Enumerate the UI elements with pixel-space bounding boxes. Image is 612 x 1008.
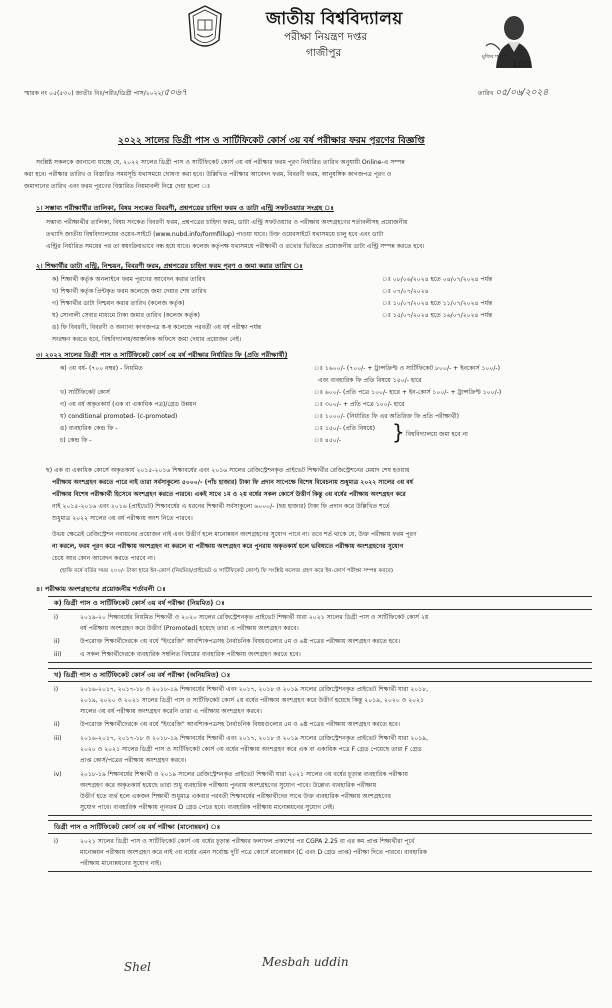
memo-date (478, 89, 548, 98)
kha-i-num: i) (54, 686, 59, 693)
kha-i-line-1: ২০১৬-২০১৭, ২০১৭-১৮ ও ২০১৮-১৯ শিক্ষাবর্ষের শিক্ষার্থী এবং ২০১৭, ২০১৮ ও ২০১৯ সালের রেজিস্ট্রেশনকৃত প্রাইভেট শিক্ষার্থী যারা ২০১৮, (80, 686, 429, 693)
s2-row-gha-value: ঃ ১৫/০৭/২০২৪ হতে ১৬/০৭/২০২৪ পর্যন্ত (382, 312, 493, 319)
s3-row-gha-value: ঃ ১০০০/- (নির্ধারিত ফি এর অতিরিক্ত ফি প্রতি পরীক্ষার্থী) (314, 413, 460, 420)
ga-i-line-3: পরীক্ষায় মানোন্নয়নের সুযোগ নাই। (80, 860, 162, 867)
university-name: জাতীয় বিশ্ববিদ্যালয় (266, 9, 403, 29)
intro-line-1: সংশ্লিষ্ট সকলকে জানানো যাচ্ছে যে, ২০২২ সালের ডিগ্রী পাস ও সার্টিফিকেট কোর্স ৩য় বর্ষ পরীক্ষার ফরম পূরণ নির্ধারিত তারিখ অনুযায়ী Online-এ সম্পন্ন (36, 159, 405, 166)
s3-note-2: পরীক্ষায় অংশগ্রহণ করতে পারে নাই তারা সর্বসাকুল্যে ৫০০০/- (পাঁচ হাজার) টাকা ফি প্রদান সাপেক্ষে বিশেষ বিবেচনায় শুধুমাত্র ২০২২ সালের ৩য় বর্ষ (52, 479, 414, 486)
kha-ii-line-1: উপরোক্ত শিক্ষার্থীদেরকে ৩য় বর্ষে "ইংরেজি" আবশ্যিকপত্রসহ নৈর্বাচনিক বিষয়গুলোর ৫ম ও ৬ষ্ঠ পত্রের পরীক্ষায় অংশগ্রহণ করতে হবে। (80, 721, 401, 728)
box-ga-mid (48, 833, 592, 834)
s2-row-uma-cont: সংরক্ষণ করতে হবে, বিশ্ববিদ্যালয়/আঞ্চলিক অফিসে জমা দেয়ার প্রয়োজন নেই। (52, 336, 242, 343)
s1-line-3: এন্ট্রির নির্ধারিত সময়ের পর তা স্বয়ংক্রিয়ভাবে বন্ধ হয়ে যাবে। কলেজ কর্তৃপক্ষ যথাসময়ে পরীক্ষার্থী ও তথ্যের ভিত্তিতে প্রয়োজনীয় ডাটা এন্ট্রি সম্পন্ন করতে হবে। (46, 243, 425, 250)
kha-iv-line-1: ২০১৮-১৯ শিক্ষাবর্ষের শিক্ষার্থী ও ২০১৯ সালের রেজিস্ট্রেশনকৃত প্রাইভেট শিক্ষার্থী যারা ২০২১ সালের ৩য় বর্ষের চূড়ান্ত ব্যবহারিক পরীক্ষায় (80, 771, 408, 778)
ka-i-line-1: ২০১৯-২০ শিক্ষাবর্ষের নিয়মিত শিক্ষার্থী ও ২০২০ সালের রেজিস্ট্রেশনকৃত প্রাইভেট শিক্ষার্থী যারা ২০২১ সালের ডিগ্রী পাস ও সার্টিফিকেট কোর্স ২য় (80, 614, 429, 621)
s3-row-ga-value: ঃ ৩০০/- + প্রতি পত্রে ১০০/- হারে (314, 401, 405, 408)
ka-i-line-2: বর্ষ পরীক্ষায় অংশগ্রহণ করে উত্তীর্ণ (Promoted) হয়েছে তারা এ পরীক্ষায় অংশগ্রহণ করবে। (80, 625, 299, 632)
s3-row-gha-label: ঘ) conditional promoted- (c-promoted) (60, 413, 178, 420)
s3-row-ka-label: ক) ৩য় বর্ষ- (৭০০ নম্বর) - নিয়মিত (60, 365, 143, 372)
memo-number: ৫০৬৭ (163, 88, 187, 98)
s3-row-uma-label: ঙ) ব্যবহারিক কেন্দ্র ফি - (60, 425, 118, 432)
s4-ga-title: ডিগ্রী পাস ও সার্টিফিকেট কোর্স ৩য় বর্ষ পরীক্ষা (মানোন্নয়ন) ঃ (54, 823, 221, 831)
s3-note-4: নাই ২০১৫-২০১৬ এবং ২০১৬ (প্রাইভেট) শিক্ষাবর্ষের এ ধরনের শিক্ষার্থী সর্বসাকুল্যে ৬০০০/- (ছয় হাজার) টাকা ফি প্রদান করে উল্লিখিত শর্তে (52, 503, 390, 510)
s3-heading: ৩। ২০২২ সালের ডিগ্রী পাস ও সার্টিফিকেট কোর্স ৩য় বর্ষ পরীক্ষার নির্ধারিত ফি (প্রতি পরীক্ষার্থী) (36, 351, 288, 359)
box-kha-mid (48, 681, 592, 682)
ka-ii-line-1: উপরোক্ত শিক্ষার্থীদেরকে ৩য় বর্ষে "ইংরেজি" আবশ্যিকপত্রসহ নৈর্বাচনিক বিষয়গুলোর ৫ম ও ৬ষ্ঠ পত্রের পরীক্ষায় অংশগ্রহণ করতে হবে। (80, 638, 401, 645)
signature-right: Mesbah uddin (262, 955, 349, 969)
s3-note2-1: উভয় ক্ষেত্রেই রেজিস্ট্রেশন নবায়নের প্রয়োজন নাই এবং উত্তীর্ণ হলে মানোন্নয়ন অংশগ্রহণের সুযোগ পাবে না। তবে শর্ত থাকে যে, উক্ত পরীক্ষায় ফরম পূরণ (52, 531, 417, 538)
s1-heading: ১। সম্ভাব্য পরীক্ষার্থীর তালিকা, বিষয় সংকেত বিবরণী, প্রশ্নপত্রের চাহিদা ফরম ও ডাটা এন্ট্রি সফটওয়্যার সংগ্রহ ঃ (36, 204, 334, 212)
kha-iii-line-1: ২০১৬-২০১৭, ২০১৭-১৮ ও ২০১৮-১৯ শিক্ষাবর্ষের শিক্ষার্থী এবং ২০১৭, ২০১৮ ও ২০১৯ সালের রেজিস্ট্রেশনকৃত প্রাইভেট শিক্ষার্থী যারা ২০১৯, (80, 735, 429, 742)
s3-row-ka-value: ঃ ১৬০০/- (৭০০/- + ট্রান্সক্রিপ্ট ও সার্টিফিকেট ৮০০/- + ইনকোর্স ১০০/-) (314, 365, 500, 372)
kha-iv-num: iv) (54, 771, 62, 778)
box-ka-mid (48, 609, 592, 610)
s3-row-ka-value-cont: এবং ব্যবহারিক ফি প্রতি বিষয়ে ১৫০/- হারে (318, 377, 422, 384)
s3-footnote: (হাফি বর্ষে বর্তির সময় ২০০/- টাকা হারে ইন-কোর্স (নিয়মিত/প্রাইভেট ও সার্টিফিকেট কোর্স) ফি সংশ্লিষ্ট কলেজ গ্রহণ করে ইন-কোর্স পরীক্ষা সম্পন্ন করবে) (60, 568, 394, 574)
brace-icon: } (392, 420, 405, 444)
box-ga-top (48, 820, 592, 821)
mujib-portrait (482, 10, 540, 72)
s2-row-kha-label: খ) শিক্ষার্থী কর্তৃক প্রিন্টকৃত ফরম কলেজে জমা দেয়ার শেষ তারিখ (52, 288, 207, 295)
kha-iv-line-3: উত্তীর্ণ হতে ব্যর্থ হলে একজন শিক্ষার্থী শুধুমাত্র একবার পরবর্তী শিক্ষাবর্ষের পরীক্ষার্থীদের সাথে উক্ত ব্যবহারিক পরীক্ষায় অংশগ্রহণের (80, 793, 391, 800)
office-name: পরীক্ষা নিয়ন্ত্রণ দপ্তর (284, 31, 368, 43)
s4-heading: ৪। পরীক্ষায় অংশগ্রহণের প্রয়োজনীয় শর্তাবলী ঃ (36, 585, 166, 593)
s2-row-ka-value: ঃ ০৮/০৬/২০২৪ হতে ০৪/০৭/২০২৪ পর্যন্ত (382, 276, 493, 283)
notice-title: ২০২২ সালের ডিগ্রী পাস ও সার্টিফিকেট কোর্স ৩য় বর্ষ পরীক্ষার ফরম পূরণের বিজ্ঞপ্তি (118, 135, 425, 146)
box-ka-bottom (48, 662, 592, 663)
kha-iii-num: iii) (54, 735, 62, 742)
box-ga-bottom (48, 871, 592, 872)
s2-row-ka-label: ক) শিক্ষার্থী কর্তৃক অনলাইনে ফরম পূরণের আবেদন করার তারিখ (52, 276, 206, 283)
s2-row-uma-label: ঙ) ফি বিবরণী, বিবরণী ও অন্যান্য কাগজপত্র স্ব-স্ব কলেজে পরবর্তী ৩য় বর্ষ পরীক্ষা পর্যন্ত (52, 324, 262, 331)
s3-row-uma-value: ঃ ১৫০/- (প্রতি বিষয়ে) (314, 425, 376, 432)
kha-iii-line-3: প্রাপ্ত কোর্স/পত্রের পরীক্ষায় অংশগ্রহণ করবে। (80, 757, 187, 764)
ka-iii-num: iii) (54, 651, 62, 658)
s3-row-ga-label: গ) ৩য় বর্ষ অকৃতকার্য (এক বা একাধিক পত্র)/গ্রেড উন্নয়ন (60, 401, 197, 408)
ga-i-line-1: ২০২১ সালের ডিগ্রী পাস ও সার্টিফিকেট কোর্স ৩য় বর্ষের চূড়ান্ত পরীক্ষার ফলাফল প্রকাশের পর CGPA 2.25 বা এর কম প্রাপ্ত শিক্ষার্থীরা পূর্বে (80, 838, 415, 845)
box-kha-top (48, 668, 592, 669)
s2-row-ga-label: গ) শিক্ষার্থীর ডাটা নিশ্চয়ন করার তারিখ (কলেজ কর্তৃক) (52, 300, 185, 307)
s4-kha-title: খ) ডিগ্রী পাস ও সার্টিফিকেট কোর্স ৩য় বর্ষ পরীক্ষা (অনিয়মিত) ঃ (54, 671, 231, 679)
box-ka-top (48, 596, 592, 597)
date-label: তারিখ (478, 90, 494, 97)
ga-i-line-2: মানোন্নয়ন পরীক্ষায় অংশগ্রহণ করে নাই ৩য় বর্ষের এমন সর্বোচ্চ দুটি পত্রে কোর্সে মানোন্নয়ন (C এবং D গ্রেড প্রাপ্ত) পরীক্ষা দিতে পারবে। ব্যবহারিক (80, 849, 428, 856)
s3-row-cha-label: চ) কেন্দ্র ফি - (60, 437, 92, 444)
s3-row-cha-value: ঃ ৪৫০/- (314, 437, 342, 444)
s2-row-gha-label: ঘ) সোনালী সেবার মাধ্যমে টাকা জমার তারিখ (কলেজ কর্তৃক) (52, 312, 200, 319)
date-value: ০৫/০৬/২০২৪ (495, 88, 549, 98)
s1-line-2: তথ্যাদি জাতীয় বিশ্ববিদ্যালয়ের ওয়েব-সাইটে (www.nubd.info/formfillup) পাওয়া যাবে। উক্ত ওয়েবসাইটে যথাসময়ে চালু হবে এবং ডাটা (46, 231, 384, 238)
memo-text: স্মারক নং ০৫(৫৩০) জাতীঃ বিঃ/পরীঃ/ডিগ্রী পাস/২০২২/ (24, 90, 164, 97)
s2-row-ga-value: ঃ ১০/০৭/২০২৪ হতে ১১/০৭/২০২৪ পর্যন্ত (382, 300, 493, 307)
s3-note2-2: না করলে, ফরম পূরণ করে পরীক্ষায় অংশগ্রহণ না করলে বা পরীক্ষায় অংশগ্রহণ করে পুনরায় অকৃতকার্য হলে ভবিষ্যতে পরীক্ষায় অংশগ্রহণের সুযোগ (52, 543, 404, 550)
nu-logo (185, 4, 225, 54)
city-name: গাজীপুর (306, 47, 342, 59)
box-kha-bottom (48, 815, 592, 816)
s3-row-kha-value: ঃ ৬০০/- (প্রতি পত্রে ১০০/- হারে + ইন-কোর্স ১০০/- + ট্রান্সক্রিপ্ট ১০০/-) (314, 389, 502, 396)
kha-i-line-3: সালের ৩য় বর্ষ পরীক্ষায় অংশগ্রহণ করেনি তারা এ পরীক্ষায় অংশগ্রহণ করবে। (80, 708, 262, 715)
s4-ka-title: ক) ডিগ্রী পাস ও সার্টিফিকেট কোর্স ৩য় বর্ষ পরীক্ষা (নিয়মিত) ঃ (54, 599, 225, 607)
ka-i-num: i) (54, 614, 59, 621)
ka-iii-line-1: এ সকল শিক্ষার্থীদেরকে ব্যবহারিক সম্বলিত বিষয়ের ব্যবহারিক পরীক্ষায় অংশগ্রহণ করতে হবে। (80, 651, 301, 658)
kha-i-line-2: ২০১৯, ২০২০ ও ২০২১ সালের ডিগ্রী পাস ও সার্টিফিকেট কোর্স ২য় বর্ষের পরীক্ষায় অংশগ্রহণ করে উত্তীর্ণ হয়েছে কিন্তু ২০১৯, ২০২০ ও ২০২১ (80, 697, 425, 704)
kha-iii-line-2: ২০২০ ও ২০২১ সালের ডিগ্রী পাস ও সার্টিফিকেট কোর্স ৩য় বর্ষের পরীক্ষায় অংশগ্রহণ করে এক বা একাধিক পত্রে F গ্রেড পেয়েছে তারা F গ্রেড (80, 746, 422, 753)
s1-line-1: সম্ভাব্য পরীক্ষার্থীর তালিকা, বিষয় সংকেত বিবরণী ফরম, প্রশ্নপত্রের চাহিদা ফরম, ডাটা এন্ট্রি সফটওয়্যার ও পরীক্ষায় অংশগ্রহণের শর্তাবলীসহ প্রয়োজনীয় (46, 219, 408, 226)
s2-heading: ২। শিক্ষার্থীর ডাটা এন্ট্রি, নিশ্চয়ন, বিবরণী ফরম, প্রশ্নপত্রের চাহিদা ফরম পূরণ ও জমা করার তারিখ ঃ (36, 262, 303, 270)
intro-line-2: করা হবে। পরীক্ষার তারিখ ও বিস্তারিত সময়সূচি যথাসময়ে ঘোষণা করা হবে। উল্লিখিত পরীক্ষার আবেদন ফরম, বিবরণী ফরম, আনুষঙ্গিক কাগজপত্র পূরণ ও (24, 171, 392, 178)
signature-left: Shel (124, 960, 151, 974)
ga-i-num: i) (54, 838, 59, 845)
s3-note-1: ছ) এক বা একাধিক কোর্সে অকৃতকার্য ২০১৫-২০১৬ শিক্ষাবর্ষের এবং ২০১৬ সালের রেজিস্ট্রেশনকৃত প্রাইভেট শিক্ষার্থীর রেজিস্ট্রেশনের মেয়াদ শেষ হওয়ায় (46, 467, 410, 474)
intro-line-3: জমাদানের তারিখ এবং ফরম পূরণের বিস্তারিত নিয়মাবলী নিম্নে দেয়া হলো ঃ (24, 183, 211, 190)
kha-iv-line-4: সুযোগ পাবে। ব্যবহারিক পরীক্ষায় ন্যূনতম D গ্রেড পেতে হবে। ব্যবহারিক পরীক্ষায় মানোন্নয়নের সুযোগ নেই। (80, 804, 335, 811)
s3-note-5: শুধুমাত্র ২০২২ সালের ৩য় বর্ষ পরীক্ষায় অংশ নিতে পারবে। (52, 515, 193, 522)
mujib-caption: মুজিব শতবর্ষ (482, 54, 508, 60)
s3-note-3: পরীক্ষায় বিশেষ পরীক্ষার্থী হিসেবে অংশগ্রহণ করতে পারবে। একই সাথে ১ম ও ২য় বর্ষের সকল কোর্সে উত্তীর্ণ কিন্তু ৩য় বর্ষের পরীক্ষায় অংশগ্রহণ করে (52, 491, 406, 498)
kha-iv-line-2: অংশগ্রহণ করে অকৃতকার্য হয়েছে তারা শুধু ব্যবহারিক পরীক্ষায় পুনরায় অংশগ্রহণের সুযোগ পাবে। উল্লেখ্য ব্যবহারিক পরীক্ষায় (80, 782, 377, 789)
kha-ii-num: ii) (54, 721, 60, 728)
s3-note2-3: চেয়ে আর কোন আবেদন করতে পারবে না। (52, 555, 156, 562)
s3-row-kha-label: খ) সার্টিফিকেট কোর্স (60, 389, 110, 396)
s3-brace-note: বিশ্ববিদ্যালয়ে জমা হবে না (406, 431, 468, 438)
ka-ii-num: ii) (54, 638, 60, 645)
s2-row-kha-value: ঃ ০৭/০৭/২০২৪ (382, 288, 429, 295)
memo-reference (24, 89, 187, 98)
mujib-100: 100 (512, 60, 531, 70)
